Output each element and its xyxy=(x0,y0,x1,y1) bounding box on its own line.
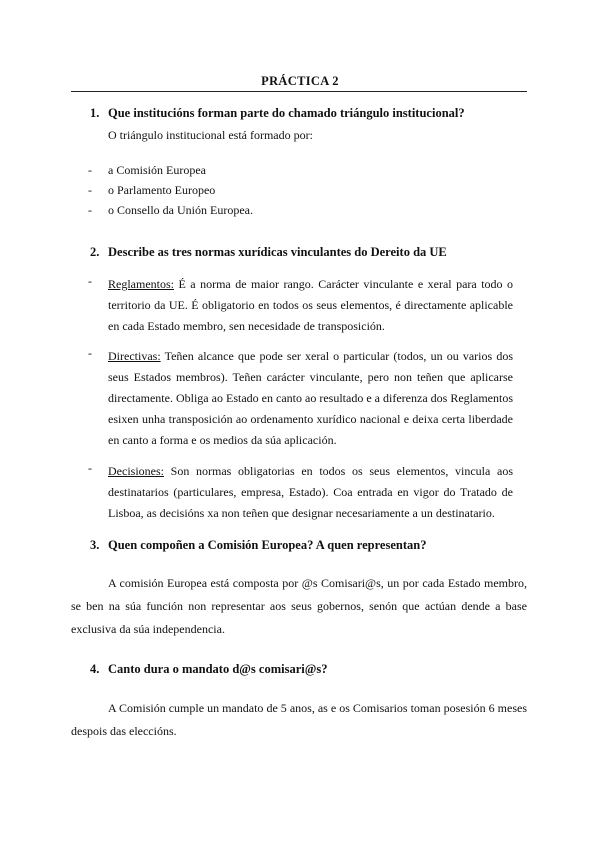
list-item: - a Comisión Europea xyxy=(88,163,206,177)
question-2-text: Describe as tres normas xurídicas vinculantes do Dereito da UE xyxy=(108,245,447,259)
norm-description: É a norma de maior rango. Carácter vinculante e xeral para todo o territorio da UE. É obligatorio en todos os seus elementos, é directamente aplicable en cada Estado membro, sen necesidade de transposición. xyxy=(108,277,513,333)
question-2-number: 2. xyxy=(90,245,100,259)
institution-list xyxy=(88,160,253,220)
norm-reglamentos: - Reglamentos: É a norma de maior rango. Carácter vinculante e xeral para todo o territorio da UE. É obligatorio en todos os seus elementos, é directamente aplicable en cada Estado membro, sen necesidade de transposición. xyxy=(88,274,513,333)
question-1-text: Que institucións forman parte do chamado triángulo institucional? xyxy=(108,106,465,120)
list-item: - o Consello da Unión Europea. xyxy=(88,203,253,217)
question-4 xyxy=(90,662,327,677)
question-1-number: 1. xyxy=(90,106,100,120)
norm-description: Teñen alcance que pode ser xeral o particular (todos, un ou varios dos seus Estados membros). Teñen carácter vinculante, pero non teñen que aplicarse directamente. Obliga ao Estado en canto ao resultado e a diferenza dos Reglamentos esixen unha transposición ao ordenamento xurídico nacional e deixa certa liberdade en canto a forma e os medios da súa aplicación. xyxy=(108,349,513,447)
question-4-answer: A Comisión cumple un mandato de 5 anos, as e os Comisarios toman posesión 6 meses despois das eleccións. xyxy=(71,701,527,738)
norm-term: Decisiones: xyxy=(108,464,164,478)
norm-directivas: - Directivas: Teñen alcance que pode ser xeral o particular (todos, un ou varios dos seus Estados membros). Teñen carácter vinculante, pero non teñen que aplicarse directamente. Obliga ao Estado en canto ao resultado e a diferenza dos Reglamentos esixen unha transposición ao ordenamento xurídico nacional e deixa certa liberdade en canto a forma e os medios da súa aplicación. xyxy=(88,346,513,447)
list-item: - o Parlamento Europeo xyxy=(88,183,216,197)
question-2 xyxy=(90,245,447,260)
norm-description: Son normas obligatorias en todos os seus elementos, vincula aos destinatarios (particulares, empresa, Estado). Coa entrada en vigor do Tratado de Lisboa, as decisións xa non teñen que designar necesariamente a un destinatario. xyxy=(108,464,513,520)
question-3-text: Quen compoñen a Comisión Europea? A quen representan? xyxy=(108,538,427,552)
norm-decisiones: - Decisiones: Son normas obligatorias en todos os seus elementos, vincula aos destinatarios (particulares, empresa, Estado). Coa entrada en vigor do Tratado de Lisboa, as decisións xa non teñen que designar necesariamente a un destinatario. xyxy=(88,461,513,520)
norm-term: Reglamentos: xyxy=(108,277,174,291)
question-3-number: 3. xyxy=(90,538,100,552)
title-divider xyxy=(71,91,527,92)
question-3 xyxy=(90,538,426,553)
page-title: PRÁCTICA 2 xyxy=(261,74,339,88)
question-1-intro: O triángulo institucional está formado por: xyxy=(108,128,313,142)
question-3-answer: A comisión Europea está composta por @s Comisari@s, un por cada Estado membro, se ben na súa función non representar aos seus gobernos, senón que actúan dende a base exclusiva da súa independencia. xyxy=(71,576,527,636)
question-1 xyxy=(90,106,465,121)
norm-term: Directivas: xyxy=(108,349,161,363)
question-4-text: Canto dura o mandato d@s comisari@s? xyxy=(108,662,328,676)
question-4-number: 4. xyxy=(90,662,100,676)
